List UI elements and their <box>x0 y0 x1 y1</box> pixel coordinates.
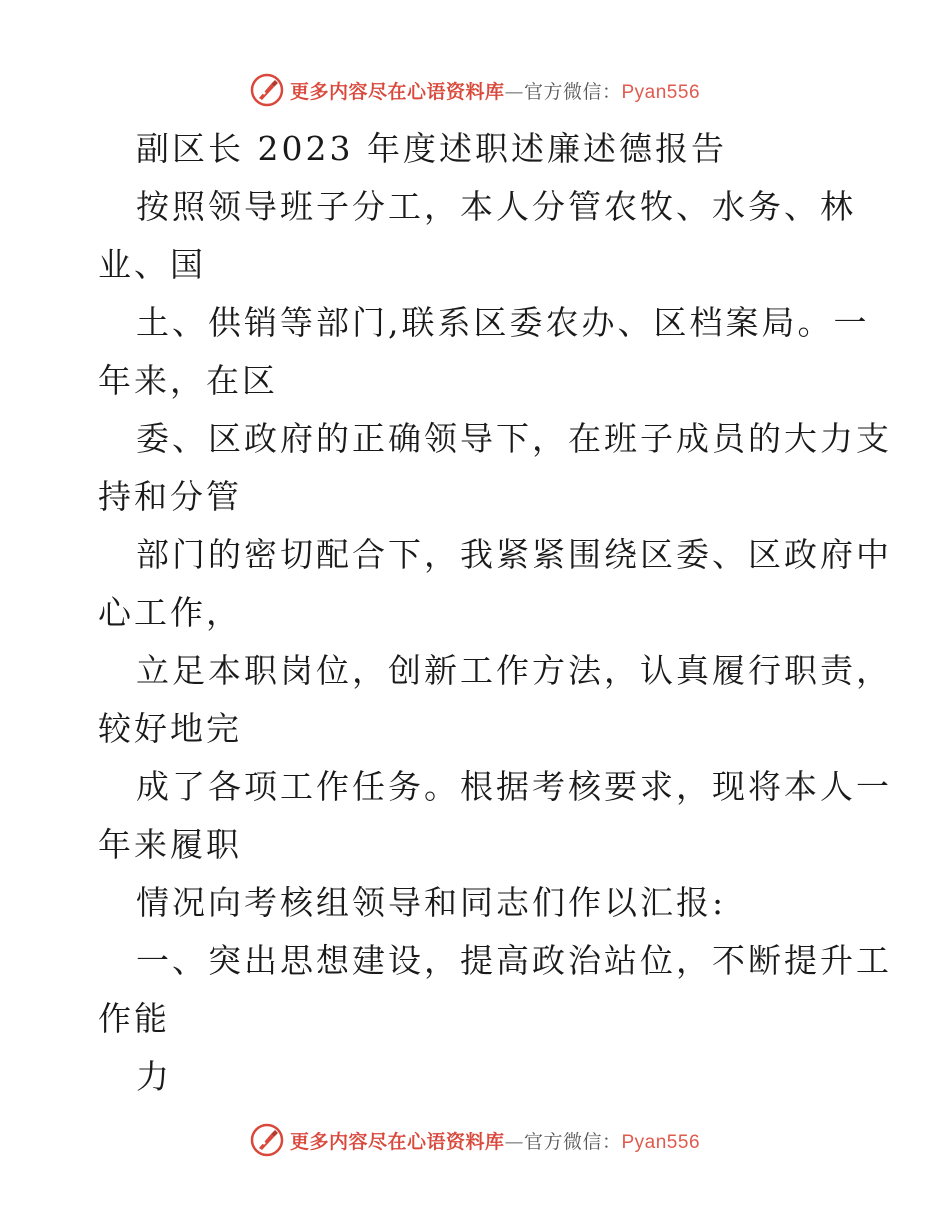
section-heading: 一、突出思想建设，提高政治站位，不断提升工 <box>136 941 892 980</box>
document-title: 副区长 2023 年度述职述廉述德报告 <box>136 129 727 168</box>
watermark-dash: — <box>504 80 524 103</box>
section-heading-continued: 力 <box>136 1057 172 1096</box>
watermark-wechat-label: 官方微信： <box>523 1130 622 1153</box>
text-line: 部门的密切配合下，我紧紧围绕区委、区政府中 <box>136 535 892 574</box>
text-line: 情况向考核组领导和同志们作以汇报: <box>136 883 727 922</box>
text-line: 心工作， <box>98 593 242 632</box>
text-line: 年来履职 <box>98 825 242 864</box>
header-watermark <box>0 70 950 110</box>
watermark-brand: 更多内容尽在心语资料库 <box>289 1130 505 1153</box>
text-line: 立足本职岗位，创新工作方法，认真履行职责， <box>136 651 892 690</box>
text-line: 委、区政府的正确领导下，在班子成员的大力支 <box>136 419 892 458</box>
pen-logo-icon <box>250 1123 284 1157</box>
text-line: 年来，在区 <box>98 361 278 400</box>
text-line: 较好地完 <box>98 709 242 748</box>
section-heading-continued: 作能 <box>98 999 170 1038</box>
text-line: 持和分管 <box>98 477 242 516</box>
watermark-wechat-id: Pyan556 <box>621 1131 701 1153</box>
footer-watermark <box>0 1120 950 1160</box>
pen-logo-icon <box>250 73 284 107</box>
text-line: 按照领导班子分工，本人分管农牧、水务、林 <box>136 187 856 226</box>
watermark-text <box>290 77 700 104</box>
watermark-wechat-label: 官方微信： <box>523 80 622 103</box>
text-line: 业、国 <box>98 245 206 284</box>
text-line: 成了各项工作任务。根据考核要求，现将本人一 <box>136 767 892 806</box>
watermark-brand: 更多内容尽在心语资料库 <box>289 80 505 103</box>
document-body <box>98 120 892 1106</box>
watermark-wechat-id: Pyan556 <box>621 81 701 103</box>
text-line: 土、供销等部门,联系区委农办、区档案局。一 <box>136 303 870 342</box>
watermark-dash: — <box>504 1130 524 1153</box>
watermark-text <box>290 1127 700 1154</box>
